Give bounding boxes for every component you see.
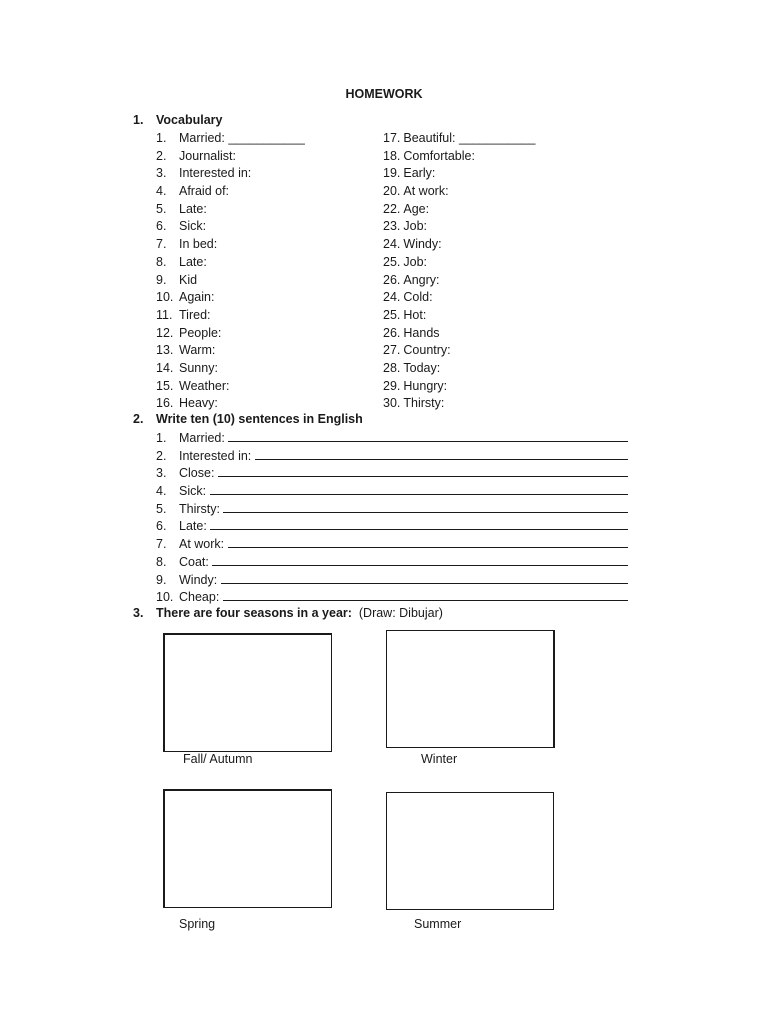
drawing-box-summer[interactable] bbox=[386, 792, 554, 910]
section-note: (Draw: Dibujar) bbox=[358, 606, 443, 620]
list-item bbox=[383, 360, 535, 378]
item-text: Today: bbox=[403, 360, 441, 375]
list-item bbox=[156, 218, 305, 236]
list-item bbox=[383, 201, 535, 219]
answer-line[interactable] bbox=[210, 518, 628, 530]
list-item bbox=[156, 378, 305, 396]
item-text: Cheap: bbox=[179, 590, 220, 605]
item-number: 8. bbox=[156, 254, 167, 269]
box-label-summer: Summer bbox=[414, 917, 462, 931]
answer-line[interactable] bbox=[255, 448, 628, 460]
list-item bbox=[156, 465, 628, 483]
item-number: 3. bbox=[156, 466, 167, 481]
item-text: In bed: bbox=[179, 237, 218, 252]
list-item bbox=[156, 589, 628, 607]
item-text: Sick: bbox=[179, 219, 207, 234]
box-label-winter: Winter bbox=[421, 752, 458, 766]
item-text: Married: bbox=[179, 431, 225, 445]
page-title: HOMEWORK bbox=[345, 87, 423, 101]
list-item bbox=[383, 325, 535, 343]
item-text: Thirsty: bbox=[403, 396, 445, 411]
item-text: Married: ___________ bbox=[179, 131, 305, 145]
list-item bbox=[156, 236, 305, 254]
item-text: Angry: bbox=[403, 272, 440, 287]
item-number: 16. bbox=[156, 396, 174, 411]
item-number: 14. bbox=[156, 360, 174, 375]
item-number: 26. bbox=[383, 272, 401, 287]
list-item bbox=[156, 572, 628, 590]
answer-line[interactable] bbox=[212, 554, 628, 566]
item-number: 28. bbox=[383, 360, 401, 375]
box-label-spring: Spring bbox=[179, 917, 216, 931]
list-item bbox=[383, 183, 535, 201]
list-item bbox=[383, 148, 535, 166]
item-text: Sick: bbox=[179, 484, 207, 499]
list-item bbox=[156, 448, 628, 466]
section-title: Write ten (10) sentences in English bbox=[156, 412, 363, 426]
item-number: 30. bbox=[383, 396, 401, 411]
drawing-box-spring[interactable] bbox=[163, 789, 332, 908]
item-text: Hungry: bbox=[403, 378, 448, 393]
item-text: Journalist: bbox=[179, 148, 236, 163]
item-text: Weather: bbox=[179, 378, 230, 393]
list-item bbox=[156, 360, 305, 378]
item-text: Tired: bbox=[179, 307, 211, 322]
item-text: Job: bbox=[403, 254, 428, 269]
list-item bbox=[156, 148, 305, 166]
item-text: Sunny: bbox=[179, 360, 218, 375]
item-number: 13. bbox=[156, 343, 174, 358]
box-label-fall: Fall/ Autumn bbox=[183, 752, 253, 766]
list-item bbox=[383, 342, 535, 360]
item-number: 20. bbox=[383, 184, 401, 199]
item-text: Afraid of: bbox=[179, 184, 230, 199]
item-text: Windy: bbox=[179, 572, 218, 587]
item-text: Country: bbox=[403, 343, 451, 358]
list-item bbox=[156, 342, 305, 360]
item-number: 23. bbox=[383, 219, 401, 234]
section-number: 3. bbox=[133, 606, 144, 620]
item-number: 1. bbox=[156, 131, 167, 145]
item-number: 10. bbox=[156, 290, 174, 305]
item-text: Cold: bbox=[403, 290, 433, 305]
list-item bbox=[383, 254, 535, 272]
section-number: 1. bbox=[133, 113, 144, 127]
item-number: 9. bbox=[156, 272, 167, 287]
answer-line[interactable] bbox=[210, 483, 628, 495]
list-item bbox=[383, 395, 535, 413]
item-number: 6. bbox=[156, 519, 167, 534]
section-title: Vocabulary bbox=[156, 113, 223, 127]
item-number: 17. bbox=[383, 131, 401, 145]
list-item bbox=[383, 236, 535, 254]
item-text: Beautiful: ___________ bbox=[403, 131, 536, 145]
item-number: 7. bbox=[156, 237, 167, 252]
item-text: Kid bbox=[179, 272, 198, 287]
item-number: 22. bbox=[383, 201, 401, 216]
item-text: Coat: bbox=[179, 554, 209, 569]
item-text: Late: bbox=[179, 519, 207, 534]
item-number: 5. bbox=[156, 201, 167, 216]
item-text: Again: bbox=[179, 290, 215, 305]
list-item bbox=[156, 483, 628, 501]
answer-line[interactable] bbox=[228, 536, 628, 548]
section-number: 2. bbox=[133, 412, 144, 426]
item-number: 15. bbox=[156, 378, 174, 393]
item-number: 7. bbox=[156, 537, 167, 552]
item-number: 4. bbox=[156, 484, 167, 499]
list-item bbox=[383, 378, 535, 396]
item-number: 1. bbox=[156, 431, 167, 445]
list-item bbox=[156, 183, 305, 201]
list-item bbox=[156, 165, 305, 183]
item-number: 24. bbox=[383, 290, 401, 305]
item-number: 25. bbox=[383, 307, 401, 322]
item-number: 19. bbox=[383, 166, 401, 181]
vocabulary-list-left bbox=[156, 130, 305, 413]
item-number: 12. bbox=[156, 325, 174, 340]
item-text: Comfortable: bbox=[403, 148, 475, 163]
list-item bbox=[156, 395, 305, 413]
answer-line[interactable] bbox=[223, 501, 628, 513]
item-text: Late: bbox=[179, 201, 207, 216]
item-text: Hands bbox=[403, 325, 440, 340]
item-number: 9. bbox=[156, 572, 167, 587]
item-text: Hot: bbox=[403, 307, 427, 322]
list-item bbox=[156, 289, 305, 307]
list-item bbox=[156, 501, 628, 519]
item-number: 25. bbox=[383, 254, 401, 269]
list-item bbox=[156, 536, 628, 554]
item-text: Heavy: bbox=[179, 396, 218, 411]
item-text: People: bbox=[179, 325, 222, 340]
item-number: 10. bbox=[156, 590, 174, 605]
item-text: Windy: bbox=[403, 237, 442, 252]
list-item bbox=[383, 130, 535, 148]
list-item bbox=[156, 201, 305, 219]
item-number: 4. bbox=[156, 184, 167, 199]
item-text: Warm: bbox=[179, 343, 216, 358]
item-text: Thirsty: bbox=[179, 501, 220, 516]
item-number: 2. bbox=[156, 448, 167, 463]
list-item bbox=[383, 165, 535, 183]
item-text: Age: bbox=[403, 201, 430, 216]
item-number: 27. bbox=[383, 343, 401, 358]
section-vocabulary-heading bbox=[133, 113, 222, 127]
section-seasons-heading bbox=[133, 606, 443, 620]
item-number: 6. bbox=[156, 219, 167, 234]
item-number: 3. bbox=[156, 166, 167, 181]
list-item bbox=[383, 218, 535, 236]
sentence-list bbox=[156, 430, 628, 607]
item-text: Close: bbox=[179, 466, 215, 481]
answer-line[interactable] bbox=[223, 589, 628, 601]
section-sentences-heading bbox=[133, 412, 363, 426]
list-item bbox=[156, 430, 628, 448]
list-item bbox=[156, 325, 305, 343]
answer-line[interactable] bbox=[221, 572, 628, 584]
section-title: There are four seasons in a year: bbox=[156, 606, 352, 620]
list-item bbox=[383, 307, 535, 325]
answer-line[interactable] bbox=[228, 430, 628, 442]
item-text: Job: bbox=[403, 219, 428, 234]
list-item bbox=[156, 130, 305, 148]
item-number: 11. bbox=[156, 307, 173, 322]
item-text: Interested in: bbox=[179, 448, 252, 463]
list-item bbox=[383, 272, 535, 290]
drawing-box-winter[interactable] bbox=[386, 630, 555, 748]
item-number: 26. bbox=[383, 325, 401, 340]
item-text: At work: bbox=[403, 184, 449, 199]
item-text: Interested in: bbox=[179, 166, 252, 181]
item-text: At work: bbox=[179, 537, 225, 552]
item-number: 18. bbox=[383, 148, 401, 163]
item-number: 5. bbox=[156, 501, 167, 516]
list-item bbox=[156, 554, 628, 572]
item-text: Late: bbox=[179, 254, 207, 269]
item-number: 2. bbox=[156, 148, 167, 163]
list-item bbox=[156, 272, 305, 290]
item-text: Early: bbox=[403, 166, 436, 181]
item-number: 29. bbox=[383, 378, 401, 393]
vocabulary-list-right bbox=[383, 130, 535, 413]
item-number: 24. bbox=[383, 237, 401, 252]
list-item bbox=[156, 254, 305, 272]
drawing-box-fall[interactable] bbox=[163, 633, 332, 752]
answer-line[interactable] bbox=[218, 465, 628, 477]
item-number: 8. bbox=[156, 554, 167, 569]
list-item bbox=[156, 518, 628, 536]
list-item bbox=[383, 289, 535, 307]
list-item bbox=[156, 307, 305, 325]
